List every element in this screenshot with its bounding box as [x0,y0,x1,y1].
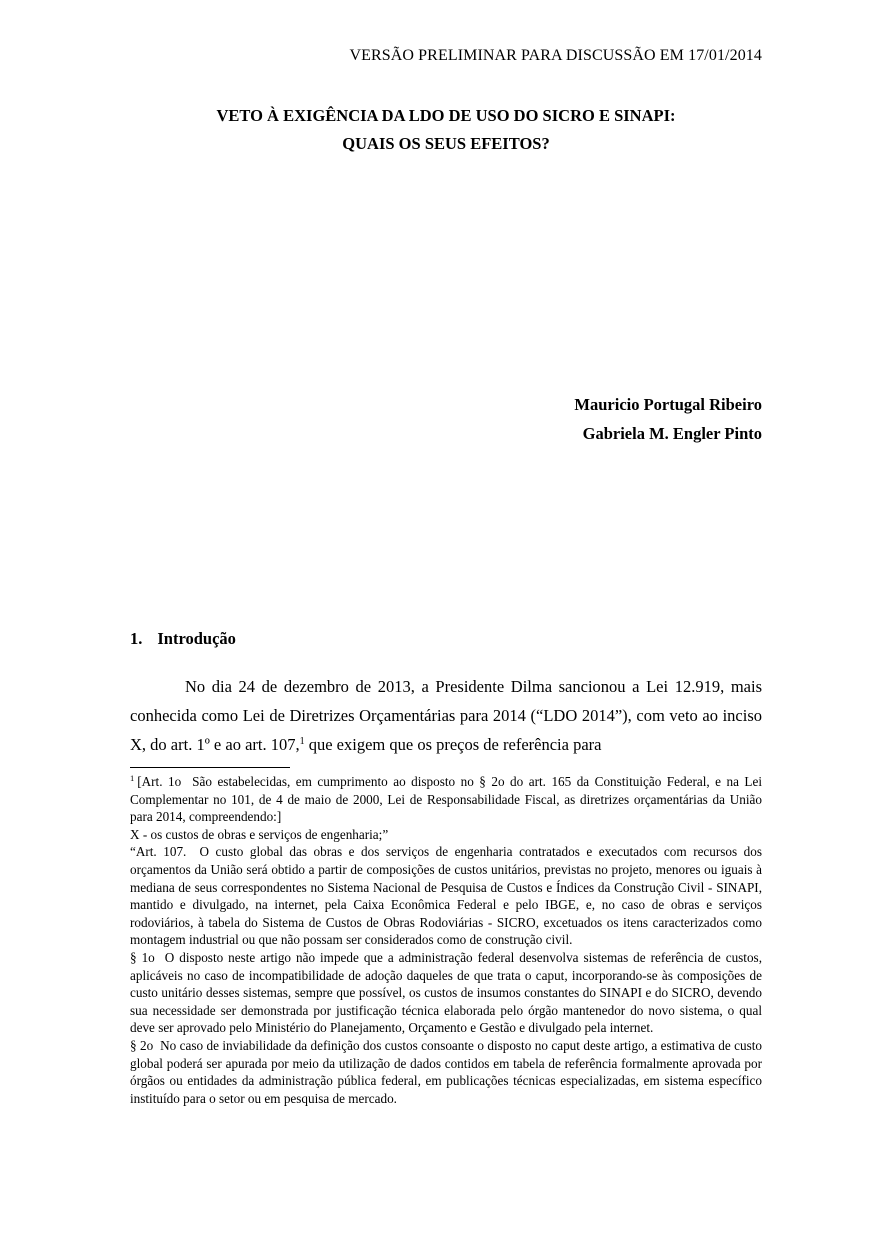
title-line-1: VETO À EXIGÊNCIA DA LDO DE USO DO SICRO E SINAPI: [216,106,676,125]
title-line-2: QUAIS OS SEUS EFEITOS? [342,134,550,153]
footnote-reference: 1 [299,736,305,747]
section-number: 1. [130,629,143,648]
footnote-block [130,768,766,1107]
footnote-paragraph: § 2o No caso de inviabilidade da definição dos custos consoante o disposto no caput deste artigo, a estimativa de custo global poderá ser apurada por meio da utilização de dados contidos em tabela de referência formalmente aprovada por órgãos ou entidades da administração pública federal, em publicações técnicas especializadas, em sistema específico instituído para o setor ou em pesquisa de mercado. [130,1037,766,1106]
footnote-paragraph: “Art. 107. O custo global das obras e dos serviços de engenharia contratados e executados com recursos dos orçamentos da União será obtido a partir de composições de custos unitários, previstas no projeto, menores ou iguais à mediana de seus correspondentes no Sistema Nacional de Pesquisa de Custos e Índices da Construção Civil - SINAPI, mantido e divulgado, na internet, pela Caixa Econômica Federal e pelo IBGE, e, no caso de obras e serviços rodoviários, à tabela do Sistema de Custos de Obras Rodoviárias - SICRO, excetuados os itens caracterizados como montagem industrial ou que não possam ser considerados como de construção civil. [130,844,766,948]
author-name-2: Gabriela M. Engler Pinto [582,424,762,443]
footnote-paragraph: X - os custos de obras e serviços de engenharia;” [130,826,389,842]
document-title [130,102,762,158]
footnote-marker: 1 [130,773,135,783]
authors-block [130,390,762,448]
section-heading [130,628,762,650]
draft-version-note: VERSÃO PRELIMINAR PARA DISCUSSÃO EM 17/01/2014 [349,47,762,64]
author-name-1: Mauricio Portugal Ribeiro [574,395,762,414]
intro-paragraph-text-pre: No dia 24 de dezembro de 2013, a Presidente Dilma sancionou a Lei 12.919, mais conhecida como Lei de Diretrizes Orçamentárias para 2014 (“LDO 2014”), com veto ao inciso X, do art. 1º e ao art. 107, [130,677,767,754]
footnote-text: [Art. 1o São estabelecidas, em cumprimento ao disposto no § 2o do art. 165 da Constituição Federal, e na Lei Complementar no 101, de 4 de maio de 2000, Lei de Responsabilidade Fiscal, as diretrizes orçamentárias da União para 2014, compreendendo:] [130,774,766,825]
intro-paragraph [130,672,767,759]
intro-paragraph-text-post: que exigem que os preços de referência para [304,735,602,754]
footnote-paragraph: § 1o O disposto neste artigo não impede que a administração federal desenvolva sistemas de referência de custos, aplicáveis no caso de incompatibilidade de adoção daqueles de que trata o caput, incorporando-se às composições de custo unitário desses sistemas, sempre que possível, os custos de insumos constantes do SINAPI e do SICRO, devendo sua necessidade ser demonstrada por justificação técnica elaborada pelo órgão mantenedor do novo sistema, o qual deve ser aprovado pelo Ministério do Planejamento, Orçamento e Gestão e divulgado pela internet. [130,949,766,1036]
section-title: Introdução [157,629,236,648]
footnote-paragraph [130,773,766,826]
